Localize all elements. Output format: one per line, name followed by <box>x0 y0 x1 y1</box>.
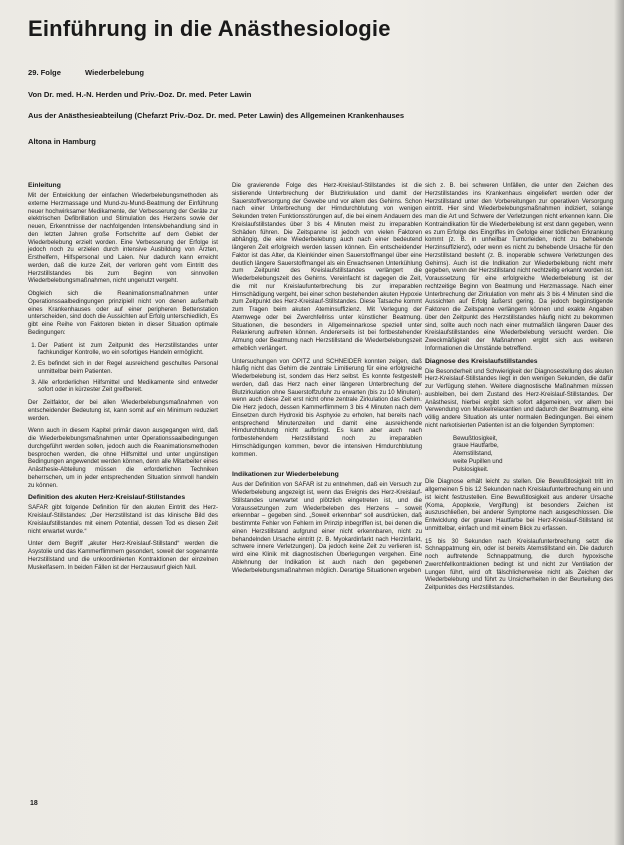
list-item: Atemstillstand, <box>453 450 493 457</box>
spacer <box>232 463 422 471</box>
paragraph: 15 bis 30 Sekunden nach Kreislaufunterbrechung setzt die Schnappatmung ein, oder ist bereits Atemstillstand ein. Die dadurch noch auftretende Schnappatmung, die durch hypoxische Zwerchfellkontraktionen bedingt ist und nicht zur Ventilation der Lungen führt, wird oft fälschlicherweise nicht als Zeichen der Wiederbelebung und führt zu Unsicherheiten in der Beurteilung des Zeitpunktes des Herzstillstandes. <box>425 537 613 591</box>
text-column-3 <box>425 182 613 814</box>
paragraph: Untersuchungen von OPITZ und SCHNEIDER konnten zeigen, daß häufig nicht das Gehirn die zentrale Limitierung für eine erfolgreiche Wiederbelebung ist, sondern das Herz selbst. Es konnte festgestellt werden, daß das Herz nach einer längeren Unterbrechung der Blutzirkulation ohne Sauerstoffzufuhr zu erwarten (bis zu 10 Minuten), wenn auch diese Zeit erst nicht ohne zentrale Zirkulation das Gehirn. Die Herz jedoch, dessen Kammerflimmern 3 bis 4 Minuten nach dem Einsetzen durch Hydroxid bis Asphyxie zu erholen, hat bereits nach entsprechend Minutenzeiten und damit eine ausreichende Hirndurchblutung nicht aufbringt. Es kann aber auch nach fortbestehendem Herzstillstand noch zu irreparablen Hirnschädigungen kommen, bevor die intensiven Hirndurchblutung kommen. <box>232 357 422 458</box>
author-line: Von Dr. med. H.-N. Herden und Priv.-Doz. Dr. med. Peter Lawin <box>28 90 252 99</box>
symptom-list <box>425 435 613 474</box>
paragraph: Mit der Entwicklung der einfachen Wiederbelebungsmethoden als externe Herzmassage und Mund-zu-Mund-Beatmung der Einführung neuer hochwirksamer Medikamente, der Verbesserung der Geräte zur elektrischen Defibrillation und Stimulation des Herzens sowie der neuen, Erkenntnisse der nachfolgenden Intensivbehandlung sind in den letzten Jahren große Fortschritte auf dem Gebiet der Wiederbelebung erzielt worden. Eine Verbesserung der Erfolge ist jedoch noch zu erzielen durch intensive Ausbildung von Ärzten, Ersthelfern, Hilfspersonal und Laien. Nur dadurch kann erreicht werden, daß die kurze Zeit, der verloren geht vom Eintritt des Herzstillstandes bis zum Beginn von sinnvollen Wiederbelebungsmaßnahmen, nicht ungenutzt vergeht. <box>28 192 218 285</box>
paragraph: sich z. B. bei schweren Unfällen, die unter den Zeichen des Herzstillstandes ins Krankenhaus eingeliefert werden oder der Herzstillstand unter den Vorbereitungen zur operativen Versorgung eintritt. Hier sind Wiederbelebungsmaßnahmen indiziert, solange man die Art und Schwere der Verletzungen nicht erkennen kann. Die Kontraindikation für die Wiederbelebung ist erst dann gegeben, wenn es zum Erfolge des Eingriffes im Gefolge einer tödlichen Erkrankung kommt (z. B. in unheilbar Tumorleiden, nicht zu behebende Herzinsuffizienz), oder wenn es nicht zu behebende Ursache für den Herzstillstand besteht (z. B. inoperable schwere Verletzungen des Gehirns). Auch ist die Indikation zur Wiederbelebung nicht mehr gegeben, wenn der Herzstillstand nicht rechtzeitig erkannt worden ist. Voraussetzung für eine erfolgreiche Wiederbelebung ist der rechtzeitige Beginn von Beatmung und Herzmassage. Nach einer Unterbrechung der Zirkulation von mehr als 3 bis 4 Minuten sind die Aussichten auf Erfolg äußerst gering. Da jedoch begünstigende Faktoren die Zeitspanne verlängern können und exakte Angaben über den Zeitpunkt des Herzstillstandes häufig nicht zu bekommen sind, sollte auch noch nach einer mutmaßlich längeren Dauer des Kreislaufstillstandes eine Wiederbelebung versucht werden. Die Zweckmäßigkeit der Maßnahmen ergibt sich aus weiteren Informationen die Umstände betreffend. <box>425 182 613 352</box>
list-item: Pulslosigkeit. <box>453 465 489 473</box>
list-item: graue Hautfarbe, <box>453 442 499 450</box>
article-title: Einführung in die Anästhesiologie <box>28 16 391 41</box>
list-item: Bewußtlosigkeit, <box>453 434 498 442</box>
section-heading-diagnosis: Diagnose des Kreislaufstillstandes <box>425 357 538 365</box>
paragraph: Unter dem Begriff „akuter Herz-Kreislauf-Stillstand“ werden die Asystolie und das Kammerflimmern gesondert, soweit der sogenannte Herzstillstand und die unkoordinierten Kontraktionen der einzelnen Muskelfasern. In beiden Fällen ist der Herzauswurf gleich Null. <box>28 540 218 571</box>
series-number: 29. Folge <box>28 68 61 77</box>
page-number: 18 <box>30 800 38 807</box>
series-line <box>28 68 144 77</box>
paragraph: Die gravierende Folge des Herz-Kreislauf-Stillstandes ist die sistierende Unterbrechung der Blutzirkulation und damit der Sauerstoffversorgung der Gewebe und vor allem des Gehirns. Schon nach einer Unterbrechung der Hirndurchblutung von wenigen Sekunden treten Funktionsstörungen auf, die bei einem Andauern des Kreislaufstillstandes über 3 bis 4 Minuten meist zu irreparablen Schäden führen. Die Zeitspanne ist jedoch von vielen Faktoren abhängig, die eine Wiederbelebung auch nach einer bedeutend längeren Zeit erfolgreich werden lassen können. Ein entscheidender Faktor ist das Alter, da Kleinkinder einen Sauerstoffmangel über eine deutlich längere Sauerstoffmangel als ein Erwachsenen Unterkühlung zum Zeitpunkt des Kreislaufstillstandes verlängert die Wiederbelebungszeit des Gehirns. Vereinfacht ist dagegen die Zeit, die mit nur Kreislaufunterbrechung bis zur irreparablen Hirnschädigung vergeht, bei einer schon bestehenden akuten Hypoxie zum Zeitpunkt des Herz-Kreislauf-Stillstandes. Diese Tatsache kommt zum Tragen beim akuten Ateminsuffizienz. Mit Verlegung der Atemwege oder bei Zwerchfellriss unter künstlicher Beatmung. Situationen, die besonders in Allgemeinnarkose speziell unter Relaxierung auftreten können. Andererseits ist bei fortbestehender Atmung oder Beatmung nach Herzstillstand die Wiederbelebungszeit erheblich verlängert. <box>232 182 422 352</box>
paragraph: Wenn auch in diesem Kapitel primär davon ausgegangen wird, daß die Wiederbelebungsmaßnahmen unter Operationssaalbedingungen durchgeführt werden sollen, jedoch auch die Reanimationsmethoden besprochen werden, die ohne Hilfsmittel und unter ungünstigen Bedingungen angewendet werden können, denn alle Mitarbeiter eines Anästhesie-Abteilung müssen die erforderlichen Techniken beherrschen, um in jeder entsprechenden Situation sinnvoll handeln zu können. <box>28 427 218 489</box>
paragraph: SAFAR gibt folgende Definition für den akuten Eintritt des Herz-Kreislauf-Stillstandes: „Der Herzstillstand ist das klinische Bild des Kreislaufstillstandes mit einem Potential, dessen Tod es diesen Zeit nicht erwartet wurde.“ <box>28 504 218 535</box>
list-item: 2. Es befindet sich in der Regel ausreichend geschultes Personal unmittelbar beim Patienten. <box>38 360 218 376</box>
list-item: weite Pupillen und <box>453 457 503 465</box>
paragraph: Der Zeitfaktor, der bei allen Wiederbelebungsmaßnahmen von entscheidender Bedeutung ist, kann somit auf ein Minimum reduziert werden. <box>28 399 218 422</box>
paragraph: Obgleich sich die Reanimationsmaßnahmen unter Operationssaalbedingungen prinzipiell nicht von denen außerhalb eines Krankenhauses oder auf einer peripheren Bettenstation unterscheiden, sind doch die Aussichten auf Erfolg unterschiedlich, Es gibt eine Reihe von Faktoren bieten in dieser Situation optimale Bedingungen: <box>28 290 218 336</box>
text-column-2 <box>232 182 422 814</box>
paragraph: Die Diagnose erhält leicht zu stellen. Die Bewußtlosigkeit tritt im allgemeinen 5 bis 12 Sekunden nach Kreislaufunterbrechung ein und ist leicht festzustellen. Eine Bewußtlosigkeit aus anderer Ursache (Koma, Apoplexie, Vergiftung) ist besonders Zeichen ist auszuschließen, bei anderer Symptome nach ausgeschlossen. Die Entwicklung der grauen Hautfarbe bei Herz-Kreislauf-Stillstand ist unmittelbar, einfach und mit einem Blick zu erfassen. <box>425 478 613 532</box>
paragraph: Die Besonderheit und Schwierigkeit der Diagnosestellung des akuten Herz-Kreislauf-Stillstandes liegt in den wenigen Sekunden, die dafür zur Verfügung stehen. Weitere diagnostische Maßnahmen müssen ausbleiben, bei dem Zustand des Herz-Kreislauf-Stillstandes. Der Anästhesist, hierbei ergibt sich sofort allgemeinen, vor allem bei Verwendung von Muskelrelaxantien und dadurch der Beatmung, eine völlig andere Situation als unter normalen Bedingungen. Bei einem nicht narkotisierten Patienten ist an die folgenden Symptomen: <box>425 367 613 429</box>
section-heading-introduction: Einleitung <box>28 182 61 189</box>
series-topic: Wiederbelebung <box>85 68 145 77</box>
paragraph: Aus der Definition von SAFAR ist zu entnehmen, daß ein Versuch zur Wiederbelebung angezeigt ist, wenn das Ereignis des Herz-Kreislauf-Stillstandes unerwartet und plötzlich eingetreten ist, und die Voraussetzungen zum Wiederbeleben des Herzens – soweit erkennbar – gegeben sind. „Soweit erkennbar“ soll ausdrücken, daß bestimmte Fehler von Fehlern im Prinzip inbegriffen ist, bei denen die einen Herzstillstand aufgrund einer nicht erkennbaren, nicht zu behandelnden Ursache eintritt (z. B. Myokardinfarkt nach Herzinfarkt, schwere innere Verletzungen). Da jedoch keine Zeit zu verlieren ist, wird eine Klinik mit diagnostischen Überlegungen vergehen. Eine Ablehnung der Indikation ist auch nach den gegebenen Wiederbelebungsmaßnahmen möglich. Derartige Situationen ergeben <box>232 481 422 574</box>
department-line: Aus der Anästhesieabteilung (Chefarzt Priv.-Doz. Dr. med. Peter Lawin) des Allgemeinen Krankenhauses <box>28 111 405 120</box>
scan-shadow-edge <box>614 0 624 845</box>
list-item: 3. Alle erforderlichen Hilfsmittel und Medikamente sind entweder sofort oder in kürzester Zeit greifbereit. <box>38 379 218 395</box>
list-item: 1. Der Patient ist zum Zeitpunkt des Herzstillstandes unter fachkundiger Kontrolle, wo ein sofortiges Handeln ermöglicht. <box>38 342 218 358</box>
text-column-1 <box>28 182 218 814</box>
section-heading-definition: Definition des akuten Herz-Kreislauf-Stillstandes <box>28 494 186 502</box>
conditions-list <box>28 342 218 395</box>
location-line: Altona in Hamburg <box>28 137 96 146</box>
section-heading-indications: Indikationen zur Wiederbelebung <box>232 471 339 479</box>
